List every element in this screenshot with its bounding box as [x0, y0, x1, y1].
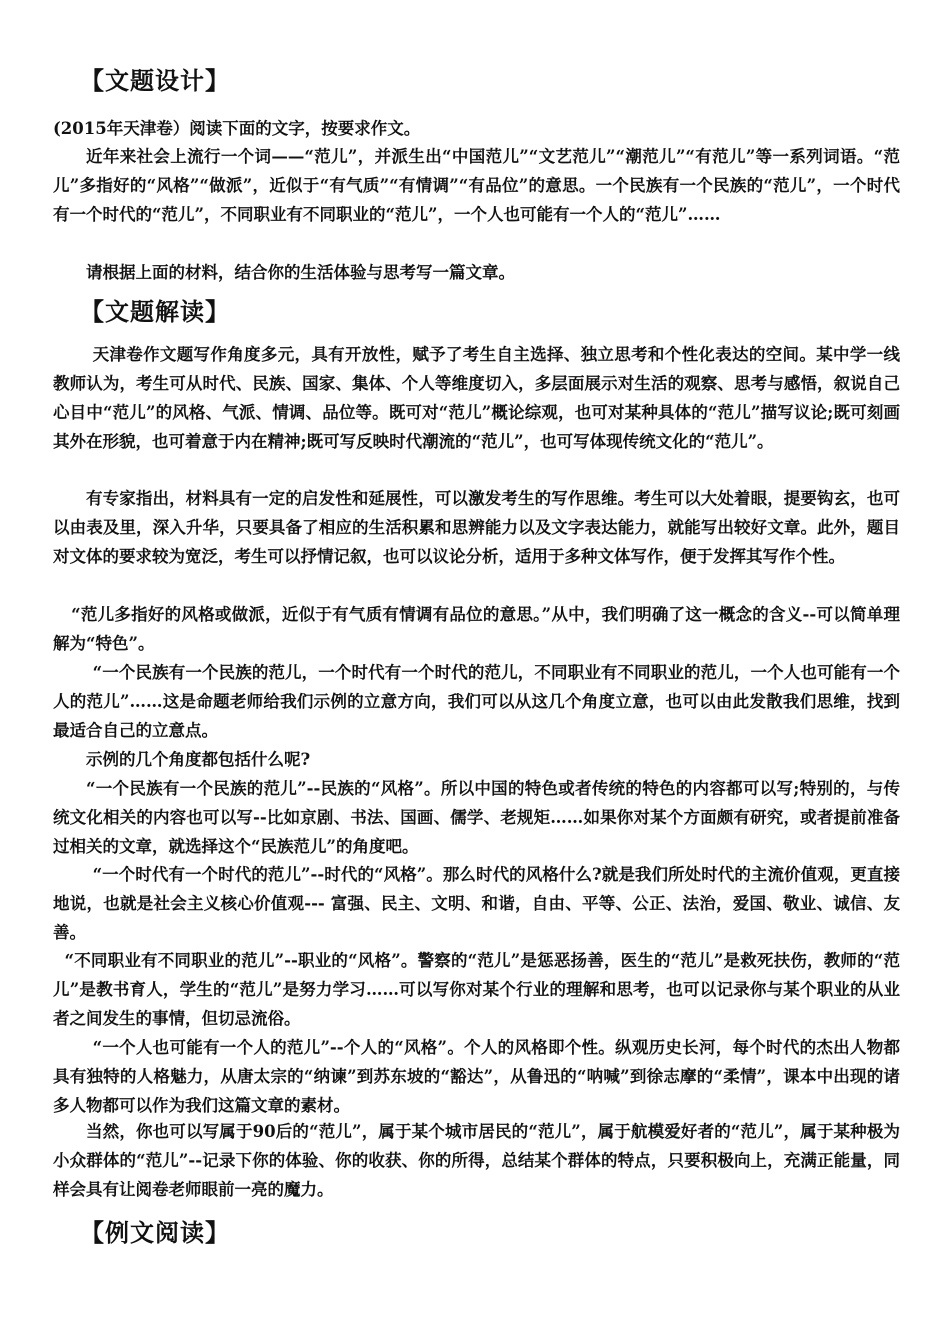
- analysis-paragraph-8: “不同职业有不同职业的范儿”--职业的“风格”。警察的“范儿”是惩恶扬善，医生的“范儿”是救死扶伤，教师的“范儿”是教书育人，学生的“范儿”是努力学习……可以写你对某个行业的理解和思考，也可以记录你与某个职业的从业者之间发生的事情，但切忌流俗。: [53, 951, 900, 1028]
- prompt-material: 近年来社会上流行一个词——“范儿”，并派生出“中国范儿”“文艺范儿”“潮范儿”“有范儿”等一系列词语。“范儿”多指好的“风格”“做派”，近似于“有气质”“有情调”“有品位”的意思。一个民族有一个民族的“范儿”，一个时代有一个时代的“范儿”，不同职业有不同职业的“范儿”，一个人也可能有一个人的“范儿”……: [53, 147, 900, 224]
- section-heading-design: 【文题设计】: [80, 67, 230, 95]
- prompt-task: 请根据上面的材料，结合你的生活体验与思考写一篇文章。: [86, 263, 515, 282]
- prompt-intro: (2015年天津卷）阅读下面的文字，按要求作文。: [53, 119, 421, 138]
- section-heading-sample: 【例文阅读】: [80, 1219, 230, 1247]
- analysis-paragraph-2: 有专家指出，材料具有一定的启发性和延展性，可以激发考生的写作思维。考生可以大处着眼，提要钩玄，也可以由表及里，深入升华，只要具备了相应的生活积累和思辨能力以及文字表达能力，就能写出较好文章。此外，题目对文体的要求较为宽泛，考生可以抒情记叙，也可以议论分析，适用于多种文体写作，便于发挥其写作个性。: [53, 489, 900, 566]
- analysis-paragraph-9: “一个人也可能有一个人的范儿”--个人的“风格”。个人的风格即个性。纵观历史长河，每个时代的杰出人物都具有独特的人格魅力，从唐太宗的“纳谏”到苏东坡的“豁达”，从鲁迅的“呐喊”到徐志摩的“柔情”，课本中出现的诸多人物都可以作为我们这篇文章的素材。: [53, 1038, 900, 1115]
- analysis-paragraph-1: 天津卷作文题写作角度多元，具有开放性，赋予了考生自主选择、独立思考和个性化表达的空间。某中学一线教师认为，考生可从时代、民族、国家、集体、个人等维度切入，多层面展示对生活的观察、思考与感悟，叙说自己心目中“范儿”的风格、气派、情调、品位等。既可对“范儿”概论综观，也可对某种具体的“范儿”描写议论;既可刻画其外在形貌，也可着意于内在精神;既可写反映时代潮流的“范儿”，也可写体现传统文化的“范儿”。: [53, 345, 900, 451]
- analysis-paragraph-10: 当然，你也可以写属于90后的“范儿”，属于某个城市居民的“范儿”，属于航模爱好者的“范儿”，属于某种极为小众群体的“范儿”--记录下你的体验、你的收获、你的所得，总结某个群体的特点，只要积极向上，充满正能量，同样会具有让阅卷老师眼前一亮的魔力。: [53, 1122, 900, 1199]
- analysis-paragraph-4: “一个民族有一个民族的范儿，一个时代有一个时代的范儿，不同职业有不同职业的范儿，一个人也可能有一个人的范儿”……这是命题老师给我们示例的立意方向，我们可以从这几个角度立意，也可以由此发散我们思维，找到最适合自己的立意点。: [53, 663, 900, 740]
- analysis-paragraph-7: “一个时代有一个时代的范儿”--时代的“风格”。那么时代的风格什么?就是我们所处时代的主流价值观，更直接地说，也就是社会主义核心价值观--- 富强、民主、文明、和谐，自由、平等、公正、法治，爱国、敬业、诚信、友善。: [53, 865, 900, 942]
- analysis-paragraph-5: 示例的几个角度都包括什么呢?: [86, 750, 311, 769]
- analysis-paragraph-3: “范儿多指好的风格或做派，近似于有气质有情调有品位的意思。”从中，我们明确了这一概念的含义--可以简单理解为“特色”。: [53, 605, 900, 653]
- analysis-paragraph-6: “一个民族有一个民族的范儿”--民族的“风格”。所以中国的特色或者传统的特色的内容都可以写;特别的，与传统文化相关的内容也可以写--比如京剧、书法、国画、儒学、老规矩……如果你对某个方面颇有研究，或者提前准备过相关的文章，就选择这个“民族范儿”的角度吧。: [53, 779, 900, 856]
- section-heading-analysis: 【文题解读】: [80, 298, 230, 326]
